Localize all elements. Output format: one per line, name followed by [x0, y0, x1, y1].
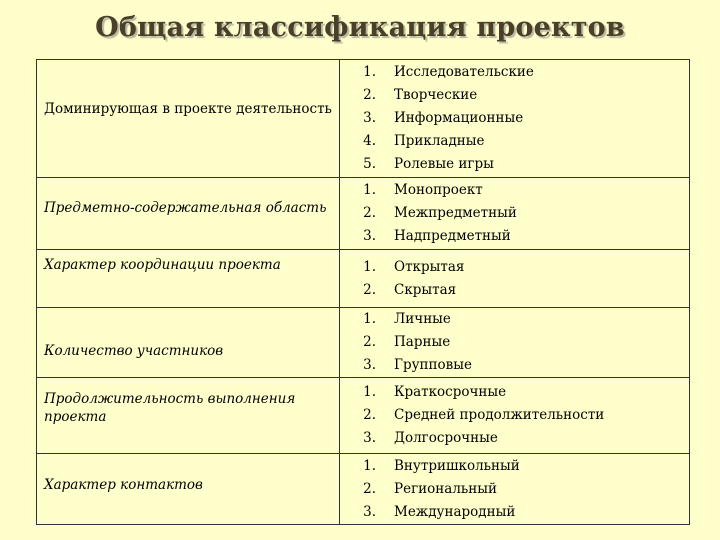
item-number: 3.: [363, 503, 376, 520]
category-label: Предметно-содержательная область: [44, 199, 327, 216]
category-label: Количество участников: [44, 342, 224, 359]
item-number: 2.: [363, 205, 376, 221]
classification-table: [36, 59, 690, 525]
item-number: 1.: [363, 182, 376, 198]
items-cell: [382, 308, 690, 378]
category-label: Характер координации проекта: [44, 256, 281, 273]
item-number: 3.: [363, 110, 376, 126]
list-item: Средней продолжительности: [394, 407, 605, 423]
list-item: Региональный: [394, 480, 497, 497]
classification-row: [37, 250, 690, 308]
item-number: 1.: [363, 384, 376, 400]
slide-title: Общая классификация проектов: [95, 12, 625, 43]
items-cell: [382, 378, 690, 454]
list-item: Творческие: [394, 87, 478, 103]
item-number: 2.: [363, 87, 376, 103]
category-cell: [37, 178, 340, 250]
list-item: Групповые: [394, 357, 472, 373]
item-numbers-cell: [340, 378, 383, 454]
classification-row: [37, 178, 690, 250]
list-item: Надпредметный: [394, 228, 511, 244]
category-label: Доминирующая в проекте деятельность: [44, 100, 332, 117]
items-cell: [382, 60, 690, 178]
item-number: 2.: [363, 407, 376, 423]
item-numbers-cell: [340, 60, 383, 178]
classification-row: [37, 378, 690, 454]
list-item: Монопроект: [394, 182, 483, 198]
category-cell: [37, 308, 340, 378]
item-number: 5.: [363, 156, 376, 172]
item-number: 3.: [363, 228, 376, 244]
list-item: Информационные: [394, 110, 524, 126]
item-number: 2.: [363, 281, 376, 298]
classification-row: [37, 60, 690, 178]
list-item: Внутришкольный: [394, 457, 520, 474]
item-number: 2.: [363, 480, 376, 497]
list-item: Исследовательские: [394, 64, 534, 80]
list-item: Личные: [394, 311, 451, 327]
list-item: Прикладные: [394, 133, 485, 149]
classification-row: [37, 454, 690, 525]
list-item: Скрытая: [394, 281, 457, 298]
item-number: 3.: [363, 430, 376, 446]
item-number: 3.: [363, 357, 376, 373]
list-item: Краткосрочные: [394, 384, 507, 400]
item-number: 2.: [363, 334, 376, 350]
list-item: Парные: [394, 334, 451, 350]
item-number: 1.: [363, 64, 376, 80]
items-cell: [382, 250, 690, 308]
item-numbers-cell: [340, 178, 383, 250]
items-cell: [382, 178, 690, 250]
list-item: Долгосрочные: [394, 430, 498, 446]
item-number: 4.: [363, 133, 376, 149]
category-label: Продолжительность выполнения проекта: [44, 390, 296, 425]
item-numbers-cell: [340, 308, 383, 378]
category-cell: [37, 378, 340, 454]
category-cell: [37, 454, 340, 525]
classification-row: [37, 308, 690, 378]
category-cell: [37, 60, 340, 178]
item-number: 1.: [363, 311, 376, 327]
item-number: 1.: [363, 258, 376, 275]
list-item: Межпредметный: [394, 205, 517, 221]
item-number: 1.: [363, 457, 376, 474]
item-numbers-cell: [340, 250, 383, 308]
category-label: Характер контактов: [44, 477, 203, 493]
category-cell: [37, 250, 340, 308]
list-item: Международный: [394, 503, 516, 520]
items-cell: [382, 454, 690, 525]
list-item: Ролевые игры: [394, 156, 494, 172]
list-item: Открытая: [394, 258, 465, 275]
item-numbers-cell: [340, 454, 383, 525]
